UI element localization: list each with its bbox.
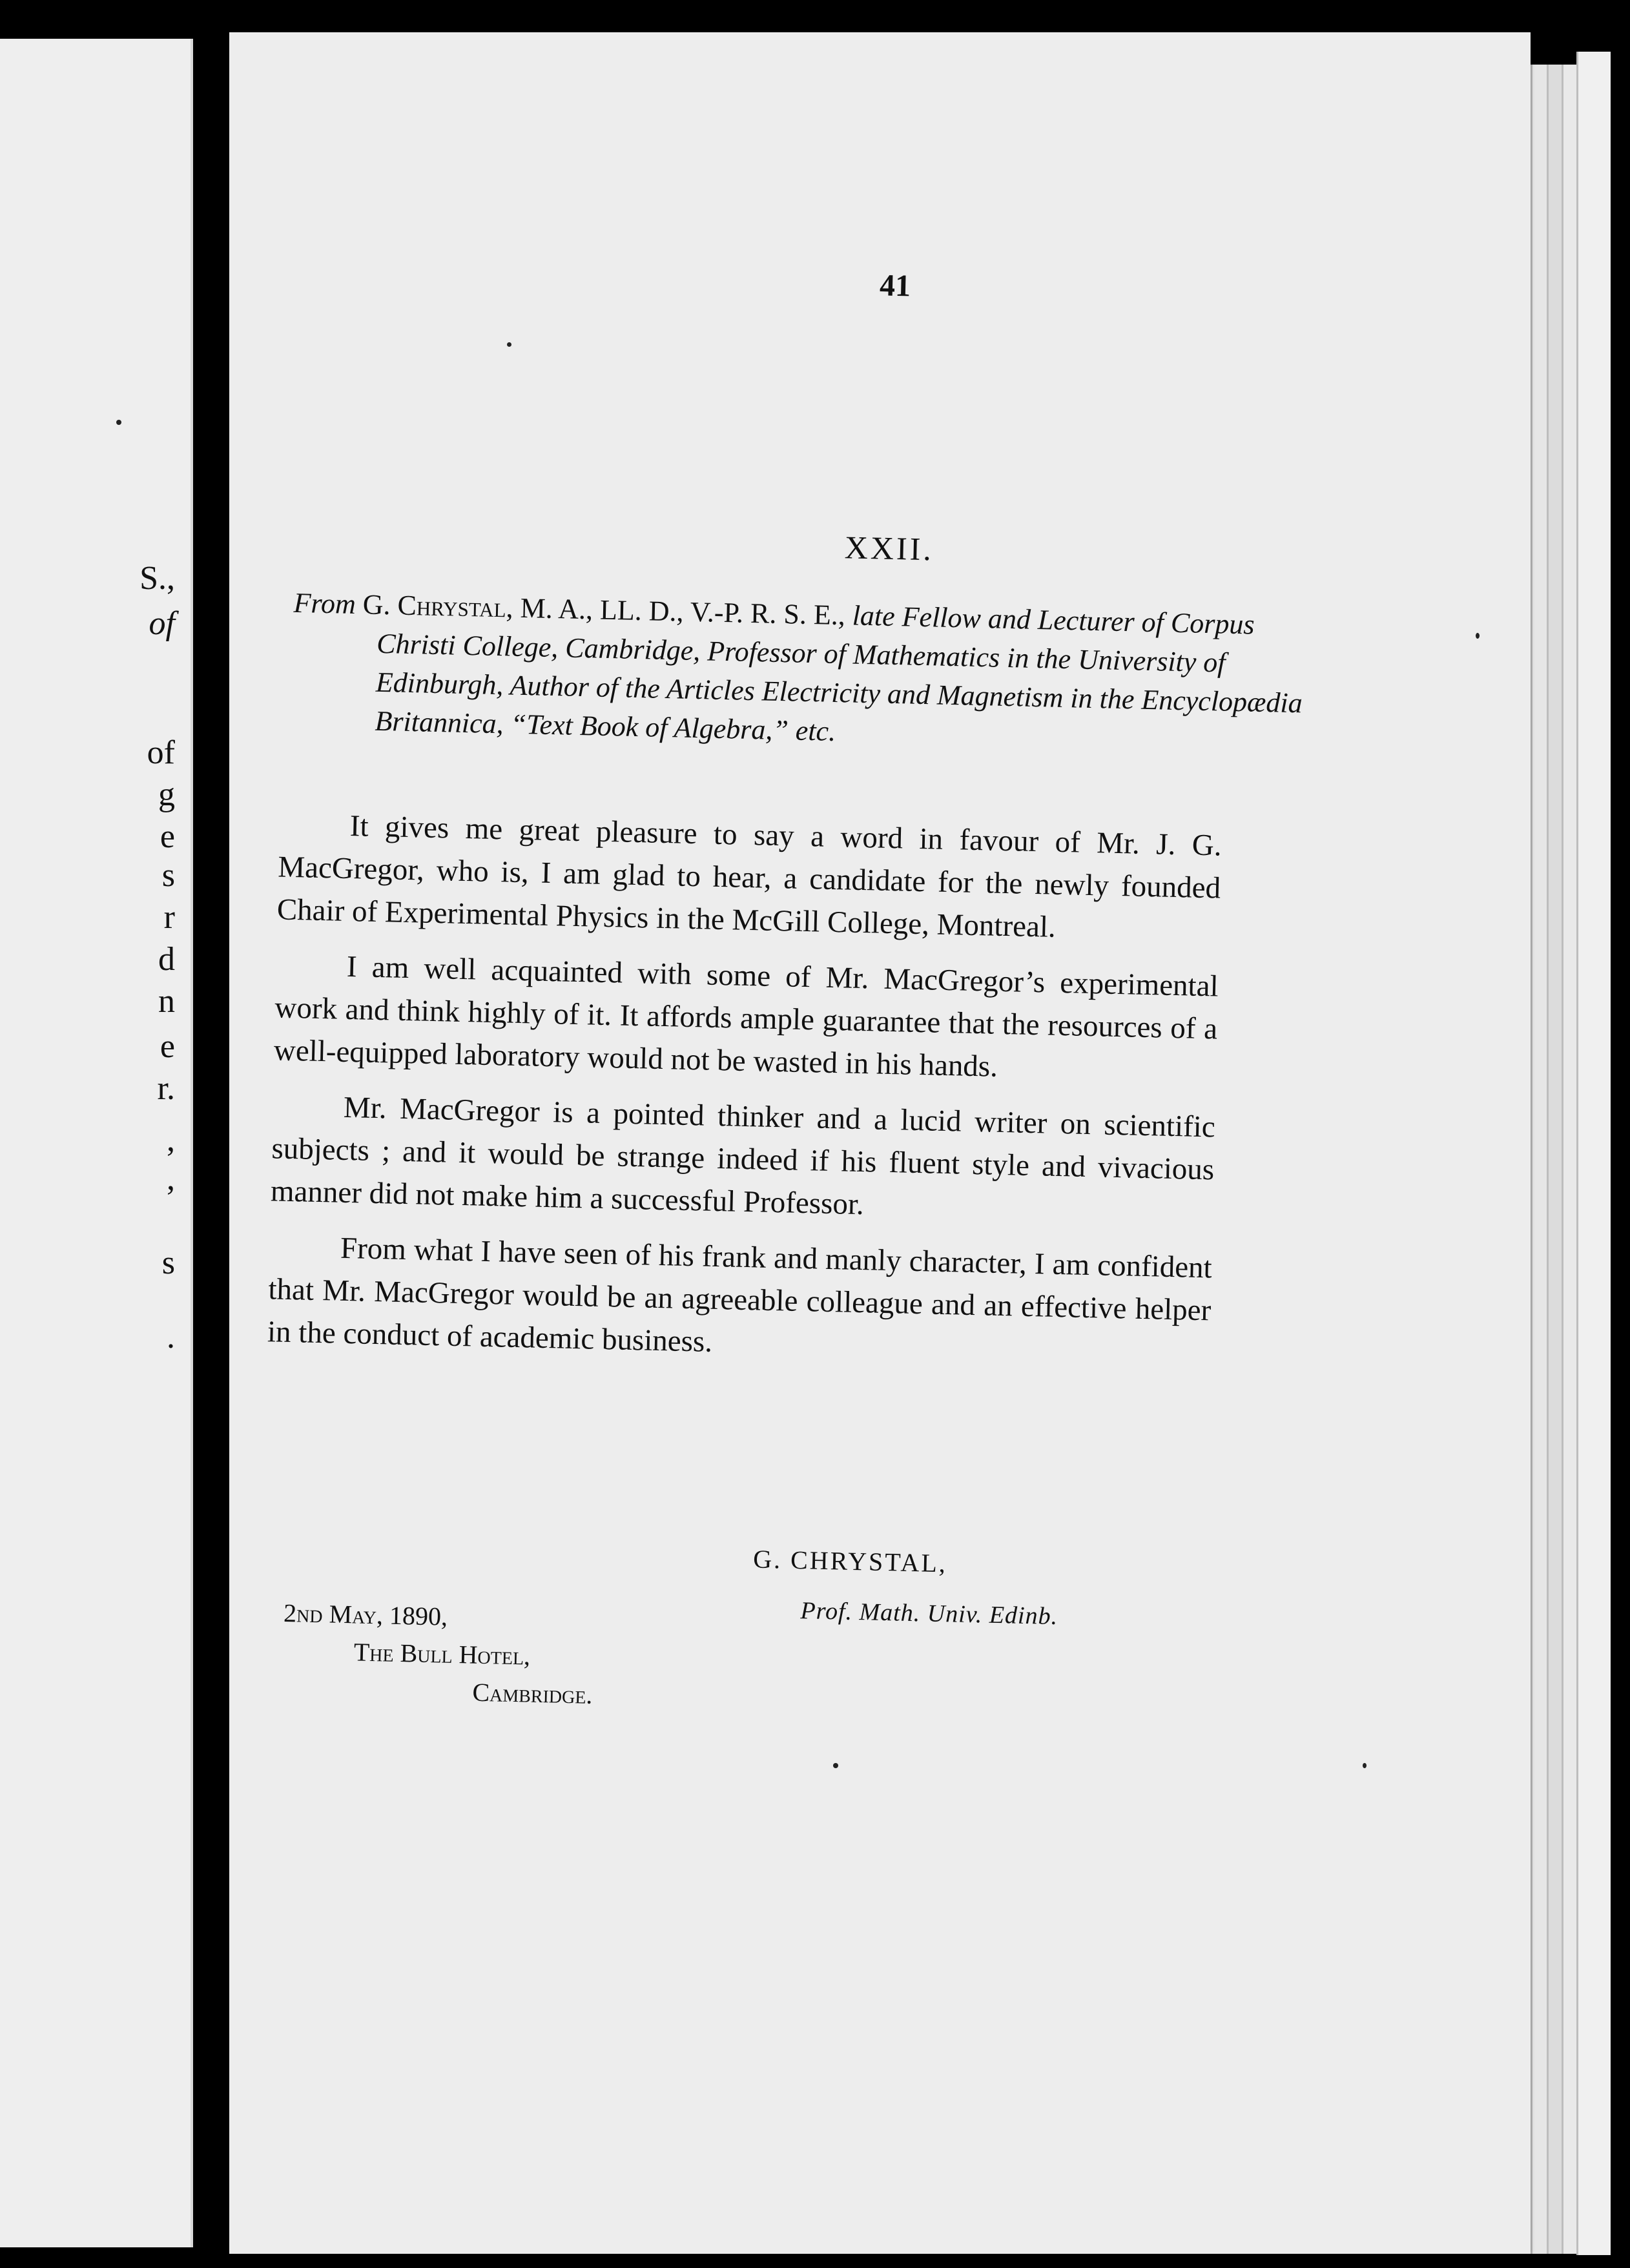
letter-body (267, 803, 1222, 1387)
letter-header (291, 584, 1308, 762)
left-page-fragment: , (167, 1122, 175, 1159)
address-line: Cambridge. (472, 1677, 593, 1709)
left-page-fragment: of (149, 605, 175, 642)
left-page-fragment: s (161, 857, 175, 894)
header-author-description: late Fellow and Lecturer of Corpus Christi College, Cambridge, Professor of Mathematics in the University of Edinburgh, Author of the Articles Electricity and Magnetism in the Encyclopædia Britannica, “Text Book of Algebra,” etc. (375, 599, 1303, 747)
page-number: 41 (879, 268, 911, 304)
dust-speck (1476, 633, 1480, 639)
date-place-block (282, 1594, 595, 1714)
dust-speck (116, 420, 121, 425)
signature-title: Prof. Math. Univ. Edinb. (800, 1597, 1058, 1631)
left-facing-page (0, 39, 193, 2247)
body-paragraph: Mr. MacGregor is a pointed thinker and a lucid writer on scientific subjects ; and it would be strange indeed if his fluent style and vivacious manner did not make him a successful Professor. (270, 1090, 1216, 1222)
body-paragraph: I am well acquainted with some of Mr. MacGregor’s experimental work and think highly of it. It affords ample guarantee that the resources of a well-equipped laboratory would not be wasted in his hands. (273, 949, 1219, 1084)
left-page-fragment: . (167, 1319, 175, 1356)
dust-speck (507, 342, 511, 347)
dust-speck (833, 1763, 838, 1768)
signature: G. CHRYSTAL, (752, 1544, 948, 1578)
page-edge (1576, 52, 1611, 2255)
page-edge (1562, 65, 1576, 2254)
left-page-fragment: g (158, 776, 175, 813)
page-content (267, 19, 1495, 1709)
left-page-fragment: r. (157, 1070, 175, 1107)
address-line: The Bull Hotel, (353, 1637, 531, 1671)
left-page-fragment: d (158, 941, 175, 978)
header-author-name: G. Chrystal, M. A., LL. D., V.-P. R. S. E., (362, 588, 846, 632)
dust-speck (1363, 1763, 1367, 1768)
left-page-fragment: e (160, 818, 175, 855)
page-edge (1531, 65, 1547, 2254)
page-edge (1547, 65, 1562, 2254)
date-line: 2nd May, 1890, (283, 1598, 448, 1631)
left-page-fragment: r (163, 899, 175, 936)
left-page-fragment: of (147, 734, 175, 771)
header-from: From (293, 586, 356, 621)
left-page-fragment: , (167, 1160, 175, 1197)
left-page-fragment: n (158, 983, 175, 1020)
main-page (229, 32, 1531, 2254)
left-page-fragment: s (161, 1244, 175, 1281)
section-numeral: XXII. (844, 529, 934, 568)
left-page-fragment: e (160, 1028, 175, 1065)
body-paragraph: It gives me great pleasure to say a word in favour of Mr. J. G. MacGregor, who is, I am glad to hear, a candidate for the newly founded Chair of Experimental Physics in the McGill College, Montreal. (276, 809, 1222, 944)
body-paragraph: From what I have seen of his frank and manly character, I am confident that Mr. MacGregor would be an agreeable colleague and an effective helper in the conduct of academic business. (267, 1231, 1213, 1359)
left-page-fragment: S., (139, 560, 175, 597)
